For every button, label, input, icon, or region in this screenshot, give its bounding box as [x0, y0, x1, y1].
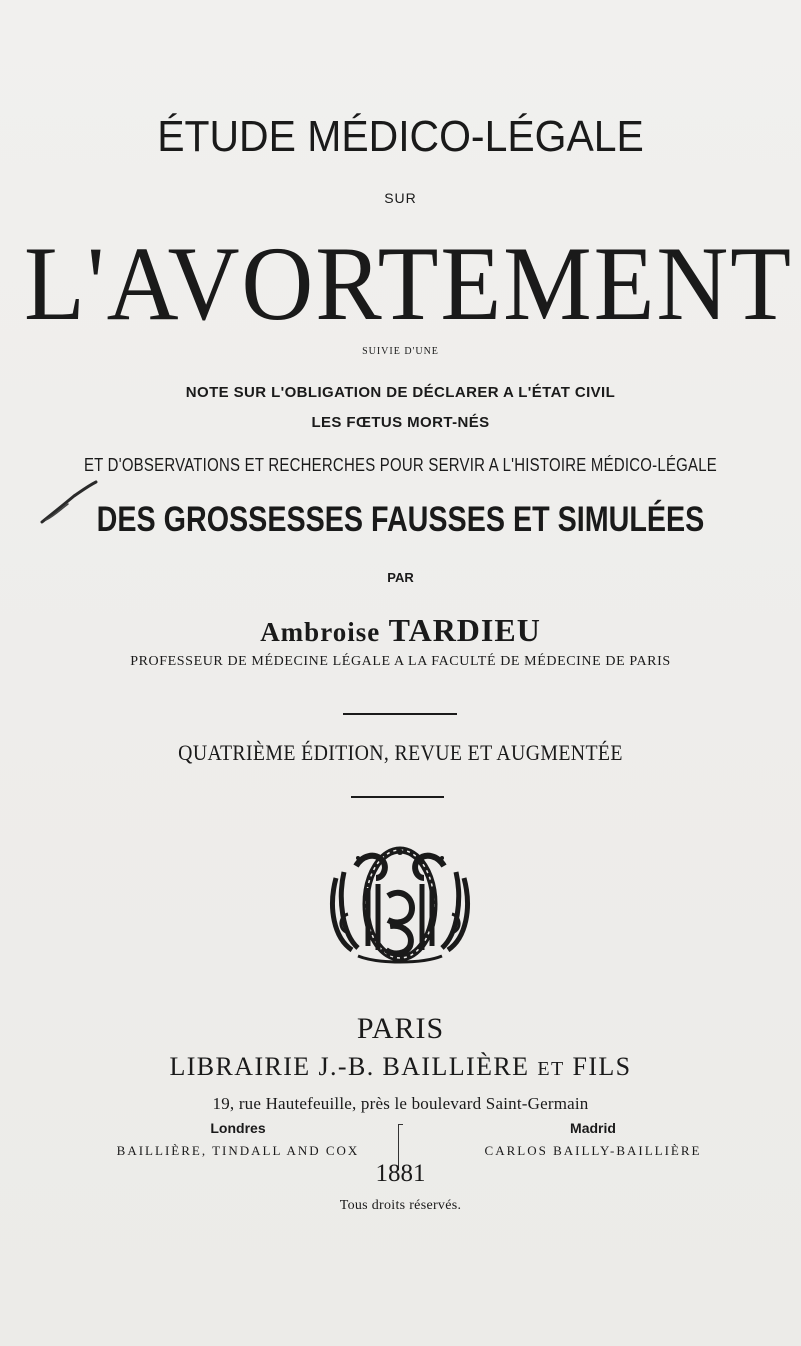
branch-london-publisher: BAILLIÈRE, TINDALL AND COX — [116, 1143, 360, 1158]
par-label: PAR — [387, 570, 414, 585]
divider-rule-bottom — [351, 796, 444, 798]
branch-madrid-city: Madrid — [570, 1120, 616, 1136]
publisher-main: LIBRAIRIE J.-B. BAILLIÈRE — [169, 1052, 530, 1081]
author-name — [0, 612, 801, 649]
author-last-name: TARDIEU — [388, 612, 541, 648]
ink-smudge-mark — [40, 470, 100, 530]
divider-rule-top — [343, 713, 457, 715]
imprint-city: PARIS — [356, 1012, 445, 1045]
edition-line: QUATRIÈME ÉDITION, REVUE ET AUGMENTÉE — [178, 740, 623, 765]
publisher-fils: FILS — [572, 1052, 632, 1081]
branch-madrid-publisher: CARLOS BAILLY-BAILLIÈRE — [484, 1143, 702, 1158]
suivie-label: SUIVIE D'UNE — [362, 346, 439, 357]
publication-year: 1881 — [375, 1160, 426, 1187]
branch-london-city: Londres — [210, 1120, 266, 1136]
main-title: ÉTUDE MÉDICO-LÉGALE — [157, 112, 644, 161]
note-line-1: NOTE SUR L'OBLIGATION DE DÉCLARER A L'ÉTAT CIVIL — [185, 384, 616, 401]
note-line-2: LES FŒTUS MORT-NÉS — [311, 414, 490, 431]
publisher-et: ET — [537, 1058, 565, 1080]
subject-title: L'AVORTEMENT — [24, 225, 793, 342]
publisher-monogram-emblem — [318, 838, 482, 966]
rights-notice: Tous droits réservés. — [339, 1198, 462, 1213]
observations-line: ET D'OBSERVATIONS ET RECHERCHES POUR SERVIR A L'HISTOIRE MÉDICO-LÉGALE — [83, 455, 718, 475]
author-first-name: Ambroise — [260, 617, 381, 647]
sur-label: SUR — [384, 190, 417, 206]
publisher-address: 19, rue Hautefeuille, près le boulevard Saint-Germain — [212, 1094, 589, 1113]
publisher-line — [0, 1052, 801, 1082]
branch-madrid — [448, 1120, 738, 1163]
grossesses-title: DES GROSSESSES FAUSSES ET SIMULÉES — [96, 500, 705, 539]
author-title: PROFESSEUR DE MÉDECINE LÉGALE A LA FACULTÉ DE MÉDECINE DE PARIS — [130, 654, 671, 669]
branch-london — [88, 1120, 388, 1163]
